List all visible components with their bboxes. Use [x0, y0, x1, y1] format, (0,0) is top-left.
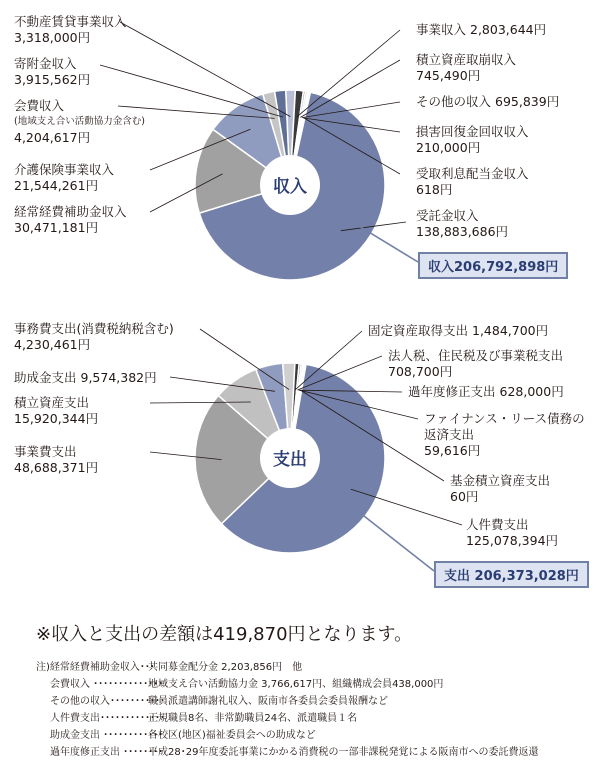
pie-center-title: 収入 — [273, 177, 307, 197]
label-income-real-estate: 不動産賃貸事業収入 3,318,000円 — [14, 14, 127, 45]
label-income-other: その他の収入 695,839円 — [416, 94, 560, 109]
label-income-damage-recovery: 損害回復金回収収入 210,000円 — [416, 124, 529, 155]
label-income-reserve-withdrawal: 積立資産取崩収入 745,490円 — [416, 52, 517, 83]
pie-income — [195, 90, 385, 280]
label-expense-taxes: 法人税、住民税及び事業税支出 708,700円 — [388, 348, 564, 379]
label-expense-lease: ファイナンス・リース債務の 返済支出 59,616円 — [424, 411, 585, 458]
label-income-donation: 寄附金収入 3,915,562円 — [14, 56, 91, 87]
label-income-contract: 受託金収入 138,883,686円 — [416, 208, 509, 239]
label-income-subsidy: 経常経費補助金収入 30,471,181円 — [14, 204, 127, 235]
label-income-membership: 会費収入 (地域支え合い活動協力金含む) 4,204,617円 — [14, 98, 145, 145]
label-expense-office: 事務費支出(消費税納税含む) 4,230,461円 — [14, 321, 174, 352]
label-expense-reserve: 積立資産支出 15,920,344円 — [14, 395, 99, 426]
note-row: 助成金支出 ････････････各校区(地区)福祉委員会への助成など — [50, 730, 316, 741]
income-total-box: 収入206,792,898円 — [418, 252, 568, 279]
leader-line — [300, 60, 400, 117]
label-expense-prior-year: 過年度修正支出 628,000円 — [408, 384, 564, 399]
note-row: 過年度修正支出 ････････平成28･29年度委託事業にかかる消費税の一部非課税発覚による阪南市への委託費返還 — [50, 747, 539, 758]
leader-line — [297, 30, 400, 117]
note-row: 注)経常経費補助金収入･･･共同募金配分金 2,203,856円 他 — [36, 662, 303, 673]
label-expense-fund: 基金積立資産支出 60円 — [450, 473, 551, 504]
leader-line — [120, 22, 290, 117]
difference-note: ※収入と支出の差額は419,870円となります。 — [36, 624, 413, 645]
label-income-interest: 受取利息配当金収入 618円 — [416, 166, 529, 197]
footnotes — [36, 659, 538, 761]
label-expense-business: 事業費支出 48,688,371円 — [14, 444, 99, 475]
label-income-care-insurance: 介護保険事業収入 21,544,261円 — [14, 162, 115, 193]
expense-total-box: 支出 206,373,028円 — [434, 561, 589, 588]
note-row: 人件費支出･････････････正規職員8名、非常勤職員24名、派遣職員１名 — [50, 713, 358, 724]
label-expense-personnel: 人件費支出 125,078,394円 — [466, 517, 559, 548]
pie-center-title: 支出 — [273, 450, 307, 470]
label-income-business: 事業収入 2,803,644円 — [416, 22, 547, 37]
note-row: その他の収入･･･････････職員派遣講師謝礼収入、阪南市各委員会委員報酬など — [50, 696, 388, 707]
label-expense-fixed-asset: 固定資産取得支出 1,484,700円 — [368, 323, 549, 338]
label-expense-grants: 助成金支出 9,574,382円 — [14, 370, 157, 385]
note-row: 会費収入 ･･････････････地域支え合い活動協力金 3,766,617円、組織構成会員438,000円 — [50, 679, 444, 690]
